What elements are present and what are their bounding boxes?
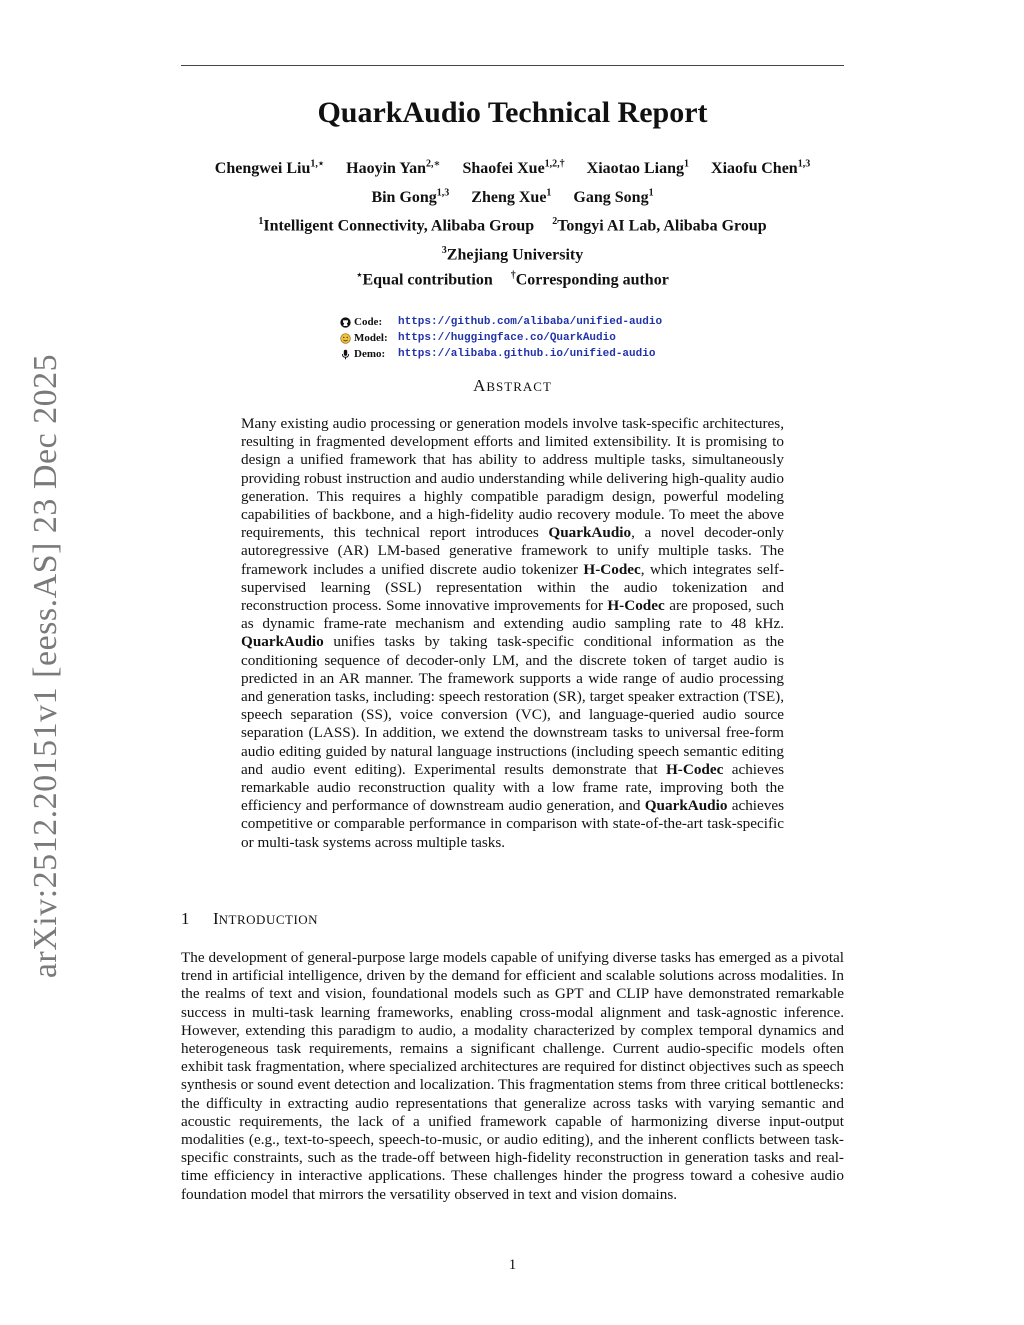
resource-links	[340, 314, 760, 362]
paper-title: QuarkAudio Technical Report	[317, 96, 708, 129]
introduction-paragraph: The development of general-purpose large models capable of unifying diverse tasks has emerged as a pivotal trend in artificial intelligence, driven by the demand for efficient and scalable solutions across modalities. In the realms of text and vision, foundational models such as GPT and CLIP have demonstrated remarkable success in multi-task learning frameworks, enabling cross-modal alignment and task-agnostic inference. However, extending this paradigm to audio, a modality characterized by complex temporal dynamics and heterogeneous task requirements, remains a significant challenge. Current audio-specific models often exhibit task fragmentation, where specialized architectures are required for distinct objectives such as speech synthesis or sound event detection and localization. This fragmentation stems from three critical bottlenecks: the difficulty in extracting audio representations that generalize across tasks with varying semantic and acoustic requirements, the lack of a unified framework capable of harmonizing diverse input-output modalities (e.g., text-to-speech, speech-to-music, or audio editing), and the inherent conflicts between task-specific constraints, such as the trade-off between high-fidelity reconstruction in generation tasks and real-time efficiency in interactive applications. These challenges hinder the progress toward a cohesive audio foundation model that mirrors the versatility observed in text and vision domains.	[181, 949, 844, 1203]
code-url-link[interactable]: https://github.com/alibaba/unified-audio	[398, 316, 663, 328]
section-heading-introduction: 1 INTRODUCTION	[181, 909, 319, 928]
affiliations-line-2: $^3$Zhejiang University	[441, 245, 584, 264]
author: Gang Song$^1$	[573, 187, 654, 206]
arxiv-identifier: arXiv:2512.20151v1 [eess.AS] 23 Dec 2025	[27, 353, 65, 979]
github-icon	[340, 317, 351, 328]
contribution-notes: ⋆Equal contribution †Corresponding author	[356, 270, 669, 289]
arxiv-sidebar	[27, 353, 65, 979]
affiliation: Tongyi AI Lab, Alibaba Group	[557, 217, 767, 235]
author-list	[181, 153, 844, 210]
abstract-text: Many existing audio processing or generation models involve task-specific architectures, resulting in fragmented development efforts and limited extensibility. It is promising to design a unified framework that has ability to address multiple tasks, simultaneously providing robust instruction and audio understanding while delivering high-quality audio generation. This requires a highly compatible paradigm design, powerful modeling capabilities of backbone, and a high-fidelity audio recovery module. To meet the above requirements, this technical report introduces QuarkAudio, a novel decoder-only autoregressive (AR) LM-based generative framework to unify multiple tasks. The framework includes a unified discrete audio tokenizer H-Codec, which integrates self-supervised learning (SSL) representation within the audio tokenization and reconstruction process. Some innovative improvements for H-Codec are proposed, such as dynamic frame-rate mechanism and extending audio sampling rate to 48 kHz. QuarkAudio unifies tasks by taking task-specific conditional information as the conditioning sequence of decoder-only LM, and the discrete token of target audio is predicted in an AR manner. The framework supports a wide range of audio processing and generation tasks, including: speech restoration (SR), target speaker extraction (TSE), speech separation (SS), voice conversion (VC), and language-queried audio source separation (LASS). In addition, we extend the downstream tasks to universal free-form audio editing guided by natural language instructions (including speech semantic editing and audio event editing). Experimental results demonstrate that H-Codec achieves remarkable audio reconstruction quality with a low frame rate, improving both the efficiency and performance of downstream audio generation, and QuarkAudio achieves competitive or comparable performance in comparison with state-of-the-art task-specific or multi-task systems across multiple tasks.	[241, 415, 785, 851]
author: Bin Gong$^{1,3}$	[371, 187, 450, 206]
microphone-icon	[340, 349, 351, 360]
huggingface-icon	[340, 333, 351, 344]
demo-link-row: Demo: https://alibaba.github.io/unified-audio	[340, 346, 760, 362]
author: Shaofei Xue$^{1,2,\dagger}$	[462, 159, 565, 178]
model-url-link[interactable]: https://huggingface.co/QuarkAudio	[398, 332, 616, 344]
top-rule	[181, 65, 844, 66]
author: Zheng Xue$^1$	[471, 187, 552, 206]
abstract-heading: ABSTRACT	[473, 376, 552, 395]
author: Haoyin Yan$^{2,∗}$	[346, 159, 441, 178]
model-link-row: Model: https://huggingface.co/QuarkAudio	[340, 330, 760, 346]
author: Chengwei Liu$^{1,⋆}$	[214, 159, 325, 178]
affiliation: Zhejiang University	[446, 246, 584, 264]
affiliation: Intelligent Connectivity, Alibaba Group	[263, 217, 535, 235]
affiliations-line-1: $^1$Intelligent Connectivity, Alibaba Group $^2$Tongyi AI Lab, Alibaba Group	[258, 216, 767, 235]
author: Xiaofu Chen$^{1,3}$	[711, 159, 811, 178]
code-link-row: Code: https://github.com/alibaba/unified-audio	[340, 314, 760, 330]
author: Xiaotao Liang$^1$	[586, 159, 690, 178]
page-number: 1	[508, 1257, 517, 1273]
demo-url-link[interactable]: https://alibaba.github.io/unified-audio	[398, 348, 656, 360]
